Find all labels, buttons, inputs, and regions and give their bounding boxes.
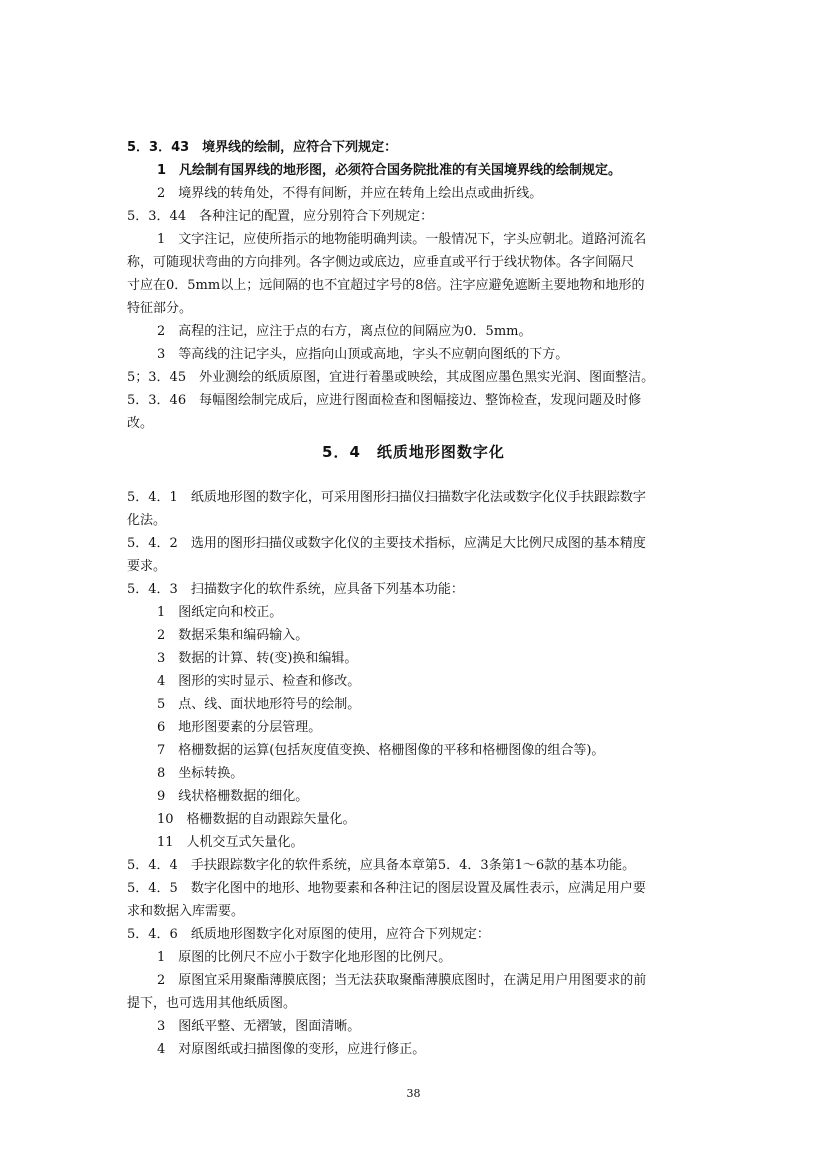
clause-5-4-6-item-1: 1 原图的比例尺不应小于数字化地形图的比例尺。 (157, 950, 452, 965)
section-heading: 5．4 纸质地形图数字化 (322, 443, 505, 461)
list-item: 8 坐标转换。 (157, 766, 244, 781)
clause-5-3-43-title: 5．3．43 境界线的绘制，应符合下列规定： (127, 140, 398, 155)
clause-5-4-5-line-2: 求和数据入库需要。 (127, 904, 245, 919)
clause-5-4-6-item-2-line-1: 2 原图宜采用聚酯薄膜底图；当无法获取聚酯薄膜底图时，在满足用户用图要求的前 (157, 973, 647, 988)
clause-5-4-1-line-1: 5．4．1 纸质地形图的数字化，可采用图形扫描仪扫描数字化法或数字化仪手扶跟踪数字 (127, 490, 646, 505)
clause-5-3-44-item-1-line-4: 特征部分。 (127, 301, 193, 316)
list-item: 10 格栅数据的自动跟踪矢量化。 (157, 812, 356, 827)
list-item: 3 数据的计算、转(变)换和编辑。 (157, 651, 358, 666)
list-item: 11 人机交互式矢量化。 (157, 835, 304, 850)
clause-5-4-6-item-4: 4 对原图纸或扫描图像的变形，应进行修正。 (157, 1042, 426, 1057)
clause-5-4-2-line-1: 5．4．2 选用的图形扫描仪或数字化仪的主要技术指标，应满足大比例尺成图的基本精度 (127, 536, 646, 551)
list-item: 6 地形图要素的分层管理。 (157, 720, 322, 735)
clause-5-3-45: 5；3．45 外业测绘的纸质原图，宜进行着墨或映绘，其成图应墨色黑实光润、图面整洁。 (127, 370, 655, 385)
clause-5-4-1-line-2: 化法。 (127, 513, 167, 528)
list-item: 5 点、线、面状地形符号的绘制。 (157, 697, 361, 712)
clause-5-4-6-item-3: 3 图纸平整、无褶皱，图面清晰。 (157, 1019, 361, 1034)
clause-5-3-46-line-2: 改。 (127, 416, 154, 431)
list-item: 4 图形的实时显示、检查和修改。 (157, 674, 361, 689)
clause-5-4-6-title: 5．4．6 纸质地形图数字化对原图的使用，应符合下列规定： (127, 927, 490, 942)
clause-5-3-44-item-1-line-1: 1 文字注记，应使所指示的地物能明确判读。一般情况下，字头应朝北。道路河流名 (157, 232, 647, 247)
clause-5-3-46-line-1: 5．3．46 每幅图绘制完成后，应进行图面检查和图幅接边、整饰检查，发现问题及时修 (127, 393, 642, 408)
list-item: 7 格栅数据的运算(包括灰度值变换、格栅图像的平移和格栅图像的组合等)。 (157, 743, 605, 758)
page-number: 38 (406, 1087, 421, 1100)
list-item: 2 数据采集和编码输入。 (157, 628, 309, 643)
clause-5-4-2-line-2: 要求。 (127, 559, 167, 574)
clause-5-3-44-item-2: 2 高程的注记，应注于点的右方，离点位的间隔应为0．5mm。 (157, 324, 532, 339)
clause-5-4-3-title: 5．4．3 扫描数字化的软件系统，应具备下列基本功能： (127, 582, 464, 597)
clause-5-3-43-item-1: 1 凡绘制有国界线的地形图，必须符合国务院批准的有关国境界线的绘制规定。 (157, 163, 622, 178)
list-item: 1 图纸定向和校正。 (157, 605, 283, 620)
clause-5-3-43-item-2: 2 境界线的转角处，不得有间断，并应在转角上绘出点或曲折线。 (157, 186, 543, 201)
clause-5-3-44-item-1-line-3: 寸应在0．5mm以上；远间隔的也不宜超过字号的8倍。注字应避免遮断主要地物和地形的 (127, 278, 645, 293)
clause-5-4-6-item-2-line-2: 提下，也可选用其他纸质图。 (127, 996, 297, 1011)
clause-5-3-44-item-3: 3 等高线的注记字头，应指向山顶或高地，字头不应朝向图纸的下方。 (157, 347, 569, 362)
clause-5-3-44-item-1-line-2: 称，可随现状弯曲的方向排列。各字侧边或底边，应垂直或平行于线状物体。各字间隔尺 (127, 255, 635, 270)
clause-5-3-44-title: 5．3．44 各种注记的配置，应分别符合下列规定： (127, 209, 434, 224)
clause-5-4-5-line-1: 5．4．5 数字化图中的地形、地物要素和各种注记的图层设置及属性表示，应满足用户要 (127, 881, 646, 896)
clause-5-4-4: 5．4．4 手扶跟踪数字化的软件系统，应具备本章第5．4．3条第1～6款的基本功能。 (127, 858, 636, 873)
list-item: 9 线状格栅数据的细化。 (157, 789, 309, 804)
